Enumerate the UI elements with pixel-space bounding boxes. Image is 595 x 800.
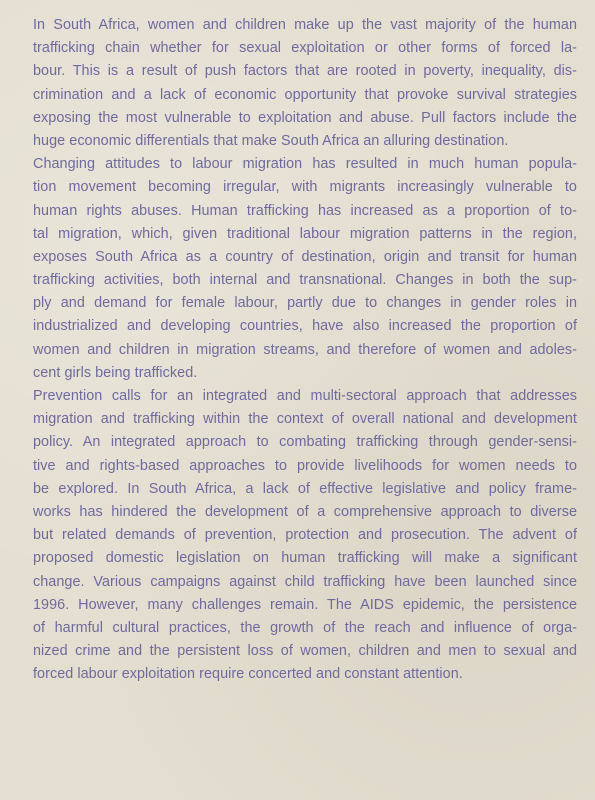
text-line: exposes South Africa as a country of destination, origin and transit for human	[33, 248, 577, 265]
text-line: Changing attitudes to labour migration has resulted in much human popula-	[33, 156, 577, 173]
text-line: industrialized and developing countries, have also increased the proportion of	[33, 318, 577, 335]
text-line: 1996. However, many challenges remain. The AIDS epidemic, the persistence	[33, 596, 577, 613]
text-line: tive and rights-based approaches to provide livelihoods for women needs to	[33, 457, 577, 474]
text-line: cent girls being trafficked.	[33, 364, 198, 381]
text-line: works has hindered the development of a comprehensive approach to diverse	[33, 503, 577, 520]
paragraph-labour-migration	[33, 153, 577, 385]
text-line: huge economic differentials that make South Africa an alluring destination.	[33, 132, 509, 149]
text-line: crimination and a lack of economic opportunity that provoke survival strategies	[33, 86, 577, 103]
text-line: nized crime and the persistent loss of women, children and men to sexual and	[33, 643, 577, 660]
paragraph-push-pull-factors	[33, 14, 577, 153]
text-line: trafficking activities, both internal and transnational. Changes in both the sup-	[33, 272, 577, 289]
text-line: proposed domestic legislation on human trafficking will make a significant	[33, 550, 577, 567]
text-line: policy. An integrated approach to combating trafficking through gender-sensi-	[33, 434, 577, 451]
paragraph-prevention	[33, 385, 577, 686]
text-line: tal migration, which, given traditional labour migration patterns in the region,	[33, 225, 577, 242]
text-line: In South Africa, women and children make up the vast majority of the human	[33, 17, 577, 33]
text-line: change. Various campaigns against child trafficking have been launched since	[33, 573, 577, 590]
text-line: bour. This is a result of push factors that are rooted in poverty, inequality, dis-	[33, 63, 577, 80]
text-line: forced labour exploitation require concerted and constant attention.	[33, 666, 463, 683]
text-line: Prevention calls for an integrated and multi-sectoral approach that addresses	[33, 388, 577, 404]
text-line: be explored. In South Africa, a lack of effective legislative and policy frame-	[33, 480, 577, 497]
text-line: of harmful cultural practices, the growth of the reach and influence of orga-	[33, 619, 577, 636]
text-line: human rights abuses. Human trafficking has increased as a proportion of to-	[33, 202, 577, 219]
text-line: women and children in migration streams, and therefore of women and adoles-	[33, 341, 577, 358]
text-line: ply and demand for female labour, partly due to changes in gender roles in	[33, 295, 577, 312]
text-line: but related demands of prevention, protection and prosecution. The advent of	[33, 527, 577, 544]
text-line: exposing the most vulnerable to exploitation and abuse. Pull factors include the	[33, 109, 577, 126]
text-line: migration and trafficking within the context of overall national and development	[33, 411, 577, 428]
text-line: trafficking chain whether for sexual exploitation or other forms of forced la-	[33, 40, 577, 57]
text-line: tion movement becoming irregular, with migrants increasingly vulnerable to	[33, 179, 577, 196]
